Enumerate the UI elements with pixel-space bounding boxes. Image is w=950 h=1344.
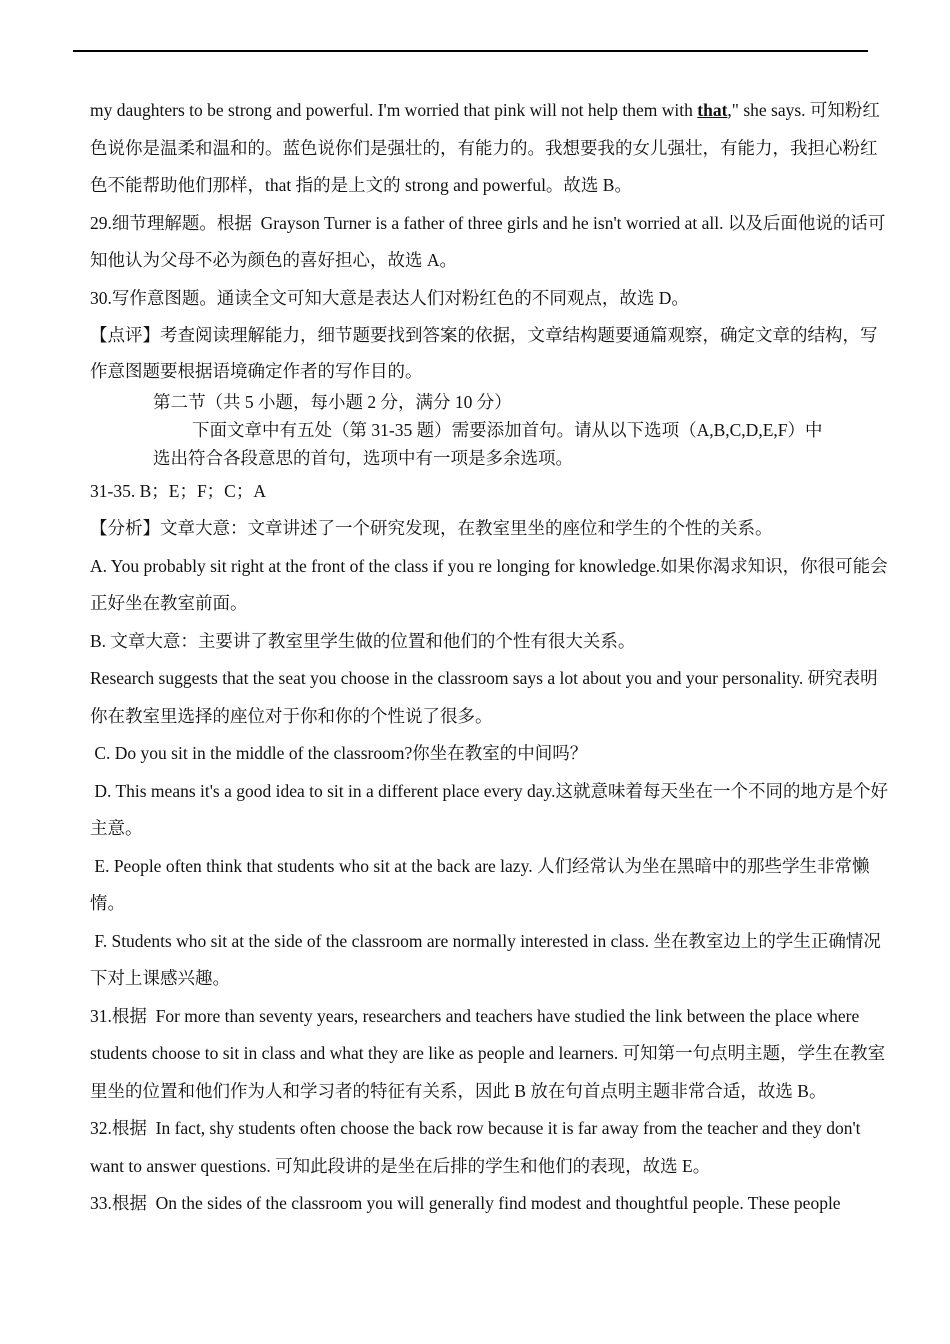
answer-key-31-35: 31-35. B；E；F；C；A: [90, 480, 266, 501]
option-b-line: B. 文章大意：主要讲了教室里学生做的位置和他们的个性有很大关系。: [90, 630, 636, 651]
comment-line-2: 作意图题要根据语境确定作者的写作目的。: [90, 360, 423, 381]
section-2-instructions-line-2: 选出符合各段意思的首句，选项中有一项是多余选项。: [153, 447, 573, 468]
analysis-summary-line: 【分析】文章大意：文章讲述了一个研究发现，在教室里坐的座位和学生的个性的关系。: [90, 518, 773, 538]
explanation-28-line-1-post: ," she says. 可知粉红: [727, 100, 880, 120]
explanation-31-line-2: students choose to sit in class and what they are like as people and learners. 可知第一句点明主题，学生在教室: [90, 1043, 886, 1063]
explanation-31-line-3: 里坐的位置和他们作为人和学习者的特征有关系，因此 B 放在句首点明主题非常合适，故选 B。: [90, 1080, 827, 1101]
explanation-31-line-1: 31.根据 For more than seventy years, researchers and teachers have studied the link between the place where: [90, 1005, 860, 1026]
option-e-line-2: 惰。: [90, 893, 125, 913]
explanation-33-line-1: 33.根据 On the sides of the classroom you will generally find modest and thoughtful people. These people: [90, 1193, 841, 1213]
option-a-line-2: 正好坐在教室前面。: [90, 593, 248, 613]
header-rule: [73, 50, 868, 52]
explanation-28-line-1-pre: my daughters to be strong and powerful. I'm worried that pink will not help them with: [90, 100, 698, 120]
explanation-28-line-2: 色说你是温柔和温和的。蓝色说你们是强壮的，有能力的。我想要我的女儿强壮，有能力，我担心粉红: [90, 137, 878, 158]
option-c-line: C. Do you sit in the middle of the classroom?你坐在教室的中间吗？: [90, 743, 588, 763]
explanation-32-line-2: want to answer questions. 可知此段讲的是坐在后排的学生和他们的表现，故选 E。: [90, 1155, 711, 1176]
explanation-28-line-3: 色不能帮助他们那样，that 指的是上文的 strong and powerful。故选 B。: [90, 175, 632, 195]
option-b-research-line-1: Research suggests that the seat you choose in the classroom says a lot about you and your personality. 研究表明: [90, 668, 878, 688]
comment-line-1: 【点评】考查阅读理解能力，细节题要找到答案的依据，文章结构题要通篇观察，确定文章的结构，写: [90, 325, 878, 345]
option-f-line-2: 下对上课感兴趣。: [90, 968, 230, 988]
explanation-29-line-2: 知他认为父母不必为颜色的喜好担心，故选 A。: [90, 250, 458, 270]
section-2-heading: 第二节（共 5 小题，每小题 2 分，满分 10 分）: [153, 391, 512, 412]
option-e-line-1: E. People often think that students who sit at the back are lazy. 人们经常认为坐在黑暗中的那些学生非常懒: [90, 855, 870, 876]
bold-underlined-that: that: [697, 100, 728, 120]
option-f-line-1: F. Students who sit at the side of the classroom are normally interested in class. 坐在教室边上的学生正确情况: [90, 930, 881, 951]
explanation-30-line: 30.写作意图题。通读全文可知大意是表达人们对粉红色的不同观点，故选 D。: [90, 287, 689, 308]
option-a-line-1: A. You probably sit right at the front of the class if you re longing for knowledge.如果你渴求知识，你很可能会: [90, 555, 888, 576]
explanation-32-line-1: 32.根据 In fact, shy students often choose the back row because it is far away from the teacher and they don't: [90, 1118, 861, 1138]
document-text-block: [90, 92, 950, 1223]
section-2-instructions-line-1: 下面文章中有五处（第 31-35 题）需要添加首句。请从以下选项（A,B,C,D,E,F）中: [192, 419, 823, 440]
option-d-line-2: 主意。: [90, 818, 143, 838]
option-d-line-1: D. This means it's a good idea to sit in a different place every day.这就意味着每天坐在一个不同的地方是个好: [90, 780, 888, 801]
explanation-28-line-1: [90, 92, 950, 130]
option-b-research-line-2: 你在教室里选择的座位对于你和你的个性说了很多。: [90, 705, 493, 726]
explanation-29-line-1: 29.细节理解题。根据 Grayson Turner is a father of three girls and he isn't worried at all. 以及后面他说的话可: [90, 212, 886, 233]
